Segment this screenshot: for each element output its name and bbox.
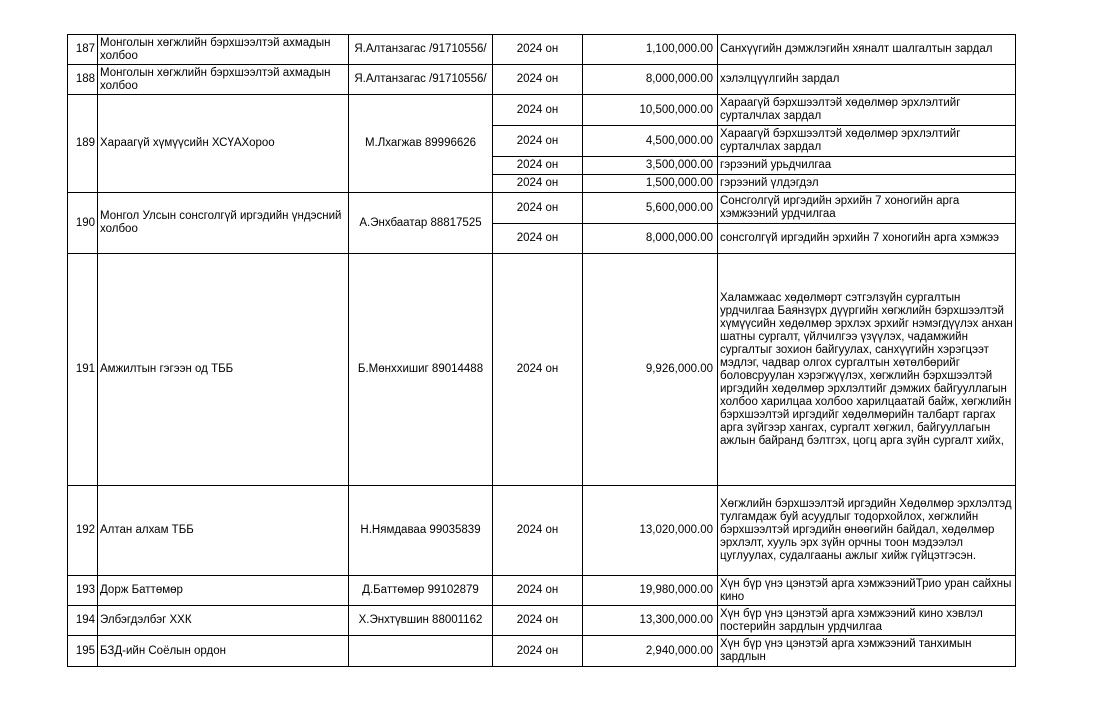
table-row bbox=[68, 606, 1016, 636]
organization-cell: Дорж Баттөмөр bbox=[98, 576, 349, 606]
contact-cell: А.Энхбаатар 88817525 bbox=[349, 193, 493, 254]
description-cell: Халамжаас хөдөлмөрт сэтгэлзүйн сургалтын урдчилгаа Баянзүрх дүүргийн хөгжлийн бэрхшээлтэй хүмүүсийн хөдөлмөр эрхлэх эрхийг нэмэгдүүлэх анхан шатны сургалт, үйлчилгээ үзүүлэх, чадамжийн сургалтыг зохион байгуулах, санхүүгийн хэрэгцээт мэдлэг, чадвар олгох сургалтын хөтөлбөрийг боловсруулан хэрэгжүүлэх, хөгжлийн бэрхшээлтэй иргэдийн хөдөлмөр эрхлэлтийг дэмжих байгууллагын холбоо харилцаа холбоо харилцаатай байж, хөгжлийн бэрхшээлтэй иргэдийг хөдөлмөрийн талбарт гаргах арга зүйгээр хангах, сургалт хөгжил, байгууллагын ажлын байранд бэлтгэх, цогц арга зүйн сургалт хийх, bbox=[718, 254, 1016, 486]
organization-cell: Хараагүй хүмүүсийн ХСҮАХороо bbox=[98, 95, 349, 193]
contact-cell: Я.Алтанзагас /91710556/ bbox=[349, 35, 493, 65]
row-number: 188 bbox=[68, 65, 98, 95]
year-cell: 2024 он bbox=[493, 576, 583, 606]
description-cell: Хөгжлийн бэрхшээлтэй иргэдийн Хөдөлмөр эрхлэлтэд тулгамдаж буй асуудлыг тодорхойлох, хөгжлийн бэрхшээлтэй иргэдийн өнөөгийн байдал, хөдөлмөр эрхлэлт, хууль эрх зүйн орчны тоон мэдээлэл цуглуулах, судалгааны ажлыг хийж гүйцэтгэсэн. bbox=[718, 486, 1016, 576]
row-number: 191 bbox=[68, 254, 98, 486]
organization-cell: Монголын хөгжлийн бэрхшээлтэй ахмадын холбоо bbox=[98, 35, 349, 65]
contact-cell: Х.Энхтүвшин 88001162 bbox=[349, 606, 493, 636]
amount-cell: 13,020,000.00 bbox=[583, 486, 718, 576]
organization-cell: Алтан алхам ТББ bbox=[98, 486, 349, 576]
description-cell: Хараагүй бэрхшээлтэй хөдөлмөр эрхлэлтийг сурталчлах зардал bbox=[718, 126, 1016, 157]
row-number: 193 bbox=[68, 576, 98, 606]
description-cell: сонсголгүй иргэдийн эрхийн 7 хоногийн арга хэмжээ bbox=[718, 224, 1016, 254]
year-cell: 2024 он bbox=[493, 193, 583, 224]
description-cell: гэрээний урьдчилгаа bbox=[718, 157, 1016, 175]
amount-cell: 2,940,000.00 bbox=[583, 636, 718, 667]
year-cell: 2024 он bbox=[493, 224, 583, 254]
table-row bbox=[68, 35, 1016, 65]
organization-cell: Монголын хөгжлийн бэрхшээлтэй ахмадын холбоо bbox=[98, 65, 349, 95]
contact-cell: Н.Нямдаваа 99035839 bbox=[349, 486, 493, 576]
description-cell: Хүн бүр үнэ цэнэтэй арга хэмжээнийТрио уран сайхны кино bbox=[718, 576, 1016, 606]
contact-cell: Д.Баттөмөр 99102879 bbox=[349, 576, 493, 606]
amount-cell: 8,000,000.00 bbox=[583, 224, 718, 254]
row-number: 190 bbox=[68, 193, 98, 254]
year-cell: 2024 он bbox=[493, 35, 583, 65]
amount-cell: 4,500,000.00 bbox=[583, 126, 718, 157]
table-body bbox=[68, 35, 1016, 667]
year-cell: 2024 он bbox=[493, 636, 583, 667]
table-row bbox=[68, 486, 1016, 576]
contact-cell: Я.Алтанзагас /91710556/ bbox=[349, 65, 493, 95]
table-row bbox=[68, 65, 1016, 95]
contact-cell bbox=[349, 636, 493, 667]
table-row bbox=[68, 193, 1016, 224]
amount-cell: 9,926,000.00 bbox=[583, 254, 718, 486]
row-number: 195 bbox=[68, 636, 98, 667]
amount-cell: 1,500,000.00 bbox=[583, 175, 718, 193]
year-cell: 2024 он bbox=[493, 606, 583, 636]
year-cell: 2024 он bbox=[493, 157, 583, 175]
amount-cell: 19,980,000.00 bbox=[583, 576, 718, 606]
year-cell: 2024 он bbox=[493, 65, 583, 95]
row-number: 187 bbox=[68, 35, 98, 65]
data-table bbox=[67, 34, 1016, 667]
year-cell: 2024 он bbox=[493, 175, 583, 193]
amount-cell: 3,500,000.00 bbox=[583, 157, 718, 175]
amount-cell: 5,600,000.00 bbox=[583, 193, 718, 224]
amount-cell: 8,000,000.00 bbox=[583, 65, 718, 95]
row-number: 194 bbox=[68, 606, 98, 636]
description-cell: Хараагүй бэрхшээлтэй хөдөлмөр эрхлэлтийг сурталчлах зардал bbox=[718, 95, 1016, 126]
amount-cell: 1,100,000.00 bbox=[583, 35, 718, 65]
organization-cell: Элбэгдэлбэг ХХК bbox=[98, 606, 349, 636]
organization-cell: Монгол Улсын сонсголгүй иргэдийн үндэсний холбоо bbox=[98, 193, 349, 254]
amount-cell: 10,500,000.00 bbox=[583, 95, 718, 126]
description-cell: хэлэлцүүлгийн зардал bbox=[718, 65, 1016, 95]
description-cell: Санхүүгийн дэмжлэгийн хяналт шалгалтын зардал bbox=[718, 35, 1016, 65]
year-cell: 2024 он bbox=[493, 486, 583, 576]
description-cell: Хүн бүр үнэ цэнэтэй арга хэмжээний кино хэвлэл постерийн зардлын урдчилгаа bbox=[718, 606, 1016, 636]
row-number: 189 bbox=[68, 95, 98, 193]
organization-cell: БЗД-ийн Соёлын ордон bbox=[98, 636, 349, 667]
year-cell: 2024 он bbox=[493, 126, 583, 157]
row-number: 192 bbox=[68, 486, 98, 576]
year-cell: 2024 он bbox=[493, 95, 583, 126]
description-cell: гэрээний үлдэгдэл bbox=[718, 175, 1016, 193]
year-cell: 2024 он bbox=[493, 254, 583, 486]
description-cell: Хүн бүр үнэ цэнэтэй арга хэмжээний танхимын зардлын bbox=[718, 636, 1016, 667]
table-row bbox=[68, 254, 1016, 486]
contact-cell: М.Лхагжав 89996626 bbox=[349, 95, 493, 193]
description-cell: Сонсголгүй иргэдийн эрхийн 7 хоногийн арга хэмжээний урдчилгаа bbox=[718, 193, 1016, 224]
organization-cell: Амжилтын гэгээн од ТББ bbox=[98, 254, 349, 486]
table-row bbox=[68, 636, 1016, 667]
table-row bbox=[68, 576, 1016, 606]
amount-cell: 13,300,000.00 bbox=[583, 606, 718, 636]
table-row bbox=[68, 95, 1016, 126]
contact-cell: Б.Мөнххишиг 89014488 bbox=[349, 254, 493, 486]
